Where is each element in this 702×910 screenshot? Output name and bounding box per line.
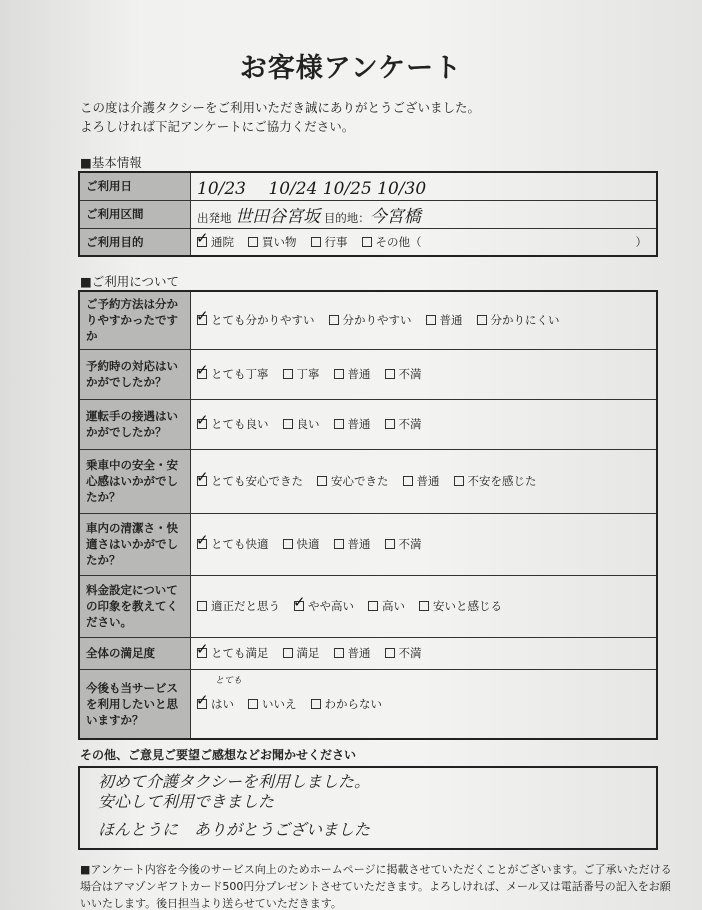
option[interactable] — [197, 367, 269, 381]
option-label: 不満 — [398, 537, 422, 551]
checkbox-icon[interactable] — [385, 419, 395, 429]
option[interactable] — [385, 646, 422, 660]
question-row — [79, 669, 657, 739]
checkbox-icon[interactable] — [403, 476, 413, 486]
option-label: とても満足 — [211, 646, 269, 660]
option[interactable] — [385, 367, 422, 381]
option[interactable] — [317, 474, 389, 488]
basic-info-table — [78, 171, 658, 257]
checkbox-icon[interactable] — [311, 237, 321, 247]
option-label: 買い物 — [262, 234, 297, 249]
option-label: 普通 — [347, 417, 371, 431]
checkbox-icon[interactable] — [197, 648, 207, 658]
checkbox-icon[interactable] — [334, 648, 344, 658]
option[interactable] — [197, 474, 303, 488]
option-label: 快適 — [296, 537, 320, 551]
comment-line: 安心して利用できました — [98, 792, 275, 811]
option[interactable] — [426, 313, 463, 327]
option[interactable] — [334, 417, 371, 431]
option-label: 安心できた — [331, 474, 389, 488]
question-label: 料金設定についての印象を教えてください。 — [79, 575, 191, 637]
usage-heading: ■ご利用について — [80, 274, 180, 289]
option[interactable] — [197, 646, 269, 660]
other-close: ） — [635, 234, 647, 249]
option[interactable] — [197, 599, 280, 613]
option[interactable] — [248, 235, 297, 249]
intro-line: この度は介護タクシーをご利用いただき誠にありがとうございました。 — [80, 100, 481, 115]
option[interactable] — [197, 537, 269, 551]
checkbox-icon[interactable] — [329, 315, 339, 325]
checkbox-icon[interactable] — [317, 476, 327, 486]
option-label: 普通 — [347, 646, 371, 660]
option[interactable] — [283, 417, 320, 431]
option[interactable] — [454, 474, 537, 488]
option-label: とても分かりやすい — [211, 313, 315, 328]
question-row — [79, 449, 657, 513]
option[interactable] — [385, 537, 422, 551]
intro-text — [80, 98, 480, 136]
to-label: 目的地： — [323, 210, 370, 225]
option[interactable] — [362, 235, 422, 249]
option[interactable] — [197, 313, 315, 327]
option-label: とても快適 — [211, 537, 269, 551]
option-label: 満足 — [296, 646, 320, 660]
page-title: お客様アンケート — [239, 53, 463, 84]
checkbox-icon[interactable] — [362, 237, 372, 247]
checkbox-icon[interactable] — [197, 601, 207, 611]
comments-heading: その他、ご意見ご要望ご感想などお聞かせください — [80, 748, 357, 762]
question-row — [79, 349, 657, 399]
from-label: 出発地 — [197, 210, 232, 225]
question-label: 運転手の接遇はいかがでしたか？ — [79, 399, 191, 449]
checkbox-icon[interactable] — [477, 315, 487, 325]
checkbox-icon[interactable] — [294, 601, 304, 611]
checkbox-icon[interactable] — [197, 315, 207, 325]
purpose-options — [191, 228, 658, 256]
checkbox-icon[interactable] — [197, 237, 207, 247]
option[interactable] — [385, 417, 422, 431]
option[interactable] — [294, 599, 354, 613]
option[interactable] — [197, 235, 234, 249]
comment-line: ほんとうに ありがとうございました — [98, 820, 371, 839]
option[interactable] — [311, 697, 383, 711]
option[interactable] — [197, 697, 234, 711]
option-label: わからない — [324, 696, 382, 711]
to-value[interactable]: 今宮橋 — [369, 206, 421, 227]
question-row — [79, 291, 657, 349]
checkbox-icon[interactable] — [385, 648, 395, 658]
option-label: 通院 — [211, 234, 234, 249]
option-label: 適正だと思う — [211, 599, 280, 613]
question-label: 今後も当サービスを利用したいと思いますか？ — [79, 669, 191, 739]
option-label: 不満 — [398, 417, 422, 431]
from-value[interactable]: 世田谷宮坂 — [235, 206, 321, 227]
checkbox-icon[interactable] — [283, 369, 293, 379]
footer-note: ■アンケート内容を今後のサービス向上のためホームページに掲載させていただくことがございます。ご了承いただける場合はアマゾンギフトカード500円分プレゼントさせていただきます。よろしければ、メール又は電話番号の記入をお願いいたします。後日担当より送らせていただきます。 — [80, 863, 672, 910]
handwritten-note: とても — [215, 675, 243, 686]
checkbox-icon[interactable] — [197, 419, 207, 429]
option[interactable] — [334, 646, 371, 660]
checkbox-icon[interactable] — [283, 419, 293, 429]
checkbox-icon[interactable] — [197, 369, 207, 379]
option[interactable] — [334, 367, 371, 381]
option-label: 不満 — [398, 367, 422, 381]
option-label: 丁寧 — [296, 367, 320, 381]
question-row — [79, 575, 657, 637]
checkbox-icon[interactable] — [197, 539, 207, 549]
checkbox-icon[interactable] — [283, 648, 293, 658]
option[interactable] — [403, 474, 440, 488]
option[interactable] — [311, 235, 348, 249]
option-label: とても丁寧 — [211, 367, 269, 381]
option-label: 普通 — [347, 367, 371, 381]
question-label: 全体の満足度 — [79, 637, 191, 669]
option-label: 行事 — [324, 234, 348, 249]
checkbox-icon[interactable] — [197, 699, 207, 709]
checkbox-icon[interactable] — [334, 419, 344, 429]
option[interactable] — [248, 697, 297, 711]
checkbox-icon[interactable] — [385, 369, 395, 379]
option-label: とても安心できた — [211, 474, 303, 488]
option-label: 高い — [382, 599, 405, 613]
option-label: はい — [211, 696, 234, 711]
question-label: 乗車中の安全・安心感はいかがでしたか？ — [79, 449, 191, 513]
option[interactable] — [197, 417, 269, 431]
option-label: 分かりにくい — [490, 313, 560, 328]
option[interactable] — [419, 599, 502, 613]
checkbox-icon[interactable] — [248, 699, 258, 709]
option[interactable] — [334, 537, 371, 551]
checkbox-icon[interactable] — [426, 315, 436, 325]
question-label: 予約時の対応はいかがでしたか？ — [79, 349, 191, 399]
checkbox-icon[interactable] — [454, 476, 464, 486]
option-label: 安いと感じる — [433, 599, 502, 613]
date-label: ご利用日 — [79, 172, 191, 200]
checkbox-icon[interactable] — [334, 539, 344, 549]
option[interactable] — [477, 313, 560, 327]
route-label: ご利用区間 — [79, 200, 191, 228]
checkbox-icon[interactable] — [334, 369, 344, 379]
checkbox-icon[interactable] — [248, 237, 258, 247]
option-label: 普通 — [416, 474, 440, 488]
option[interactable] — [283, 537, 320, 551]
question-label: 車内の清潔さ・快適さはいかがでしたか？ — [79, 513, 191, 575]
checkbox-icon[interactable] — [385, 539, 395, 549]
option-label: その他（ — [375, 234, 422, 249]
question-row — [79, 637, 657, 669]
purpose-label: ご利用目的 — [79, 228, 191, 256]
checkbox-icon[interactable] — [419, 601, 429, 611]
checkbox-icon[interactable] — [311, 699, 321, 709]
comments-box[interactable] — [78, 766, 658, 850]
comment-line: 初めて介護タクシーを利用しました。 — [98, 772, 371, 791]
option-label: 普通 — [439, 313, 463, 328]
option-label: 不満 — [398, 646, 422, 660]
checkbox-icon[interactable] — [368, 601, 378, 611]
option-label: 不安を感じた — [467, 474, 537, 488]
question-row — [79, 513, 657, 575]
intro-line: よろしければ下記アンケートにご協力ください。 — [80, 119, 355, 134]
basic-info-heading: ■基本情報 — [80, 155, 142, 170]
usage-table — [78, 290, 658, 740]
checkbox-icon[interactable] — [283, 539, 293, 549]
dates-value[interactable]: 10/23 10/24 10/25 10/30 — [197, 178, 427, 199]
option-label: 良い — [296, 417, 320, 431]
option[interactable] — [329, 313, 412, 327]
option-label: 分かりやすい — [342, 313, 412, 328]
option[interactable] — [283, 367, 320, 381]
option-label: 普通 — [347, 537, 371, 551]
option[interactable] — [368, 599, 405, 613]
question-row — [79, 399, 657, 449]
checkbox-icon[interactable] — [197, 476, 207, 486]
option-label: とても良い — [211, 417, 269, 431]
question-label: ご予約方法は分かりやすかったですか — [79, 291, 191, 349]
option-label: やや高い — [308, 599, 354, 613]
option[interactable] — [283, 646, 320, 660]
option-label: いいえ — [262, 696, 297, 711]
